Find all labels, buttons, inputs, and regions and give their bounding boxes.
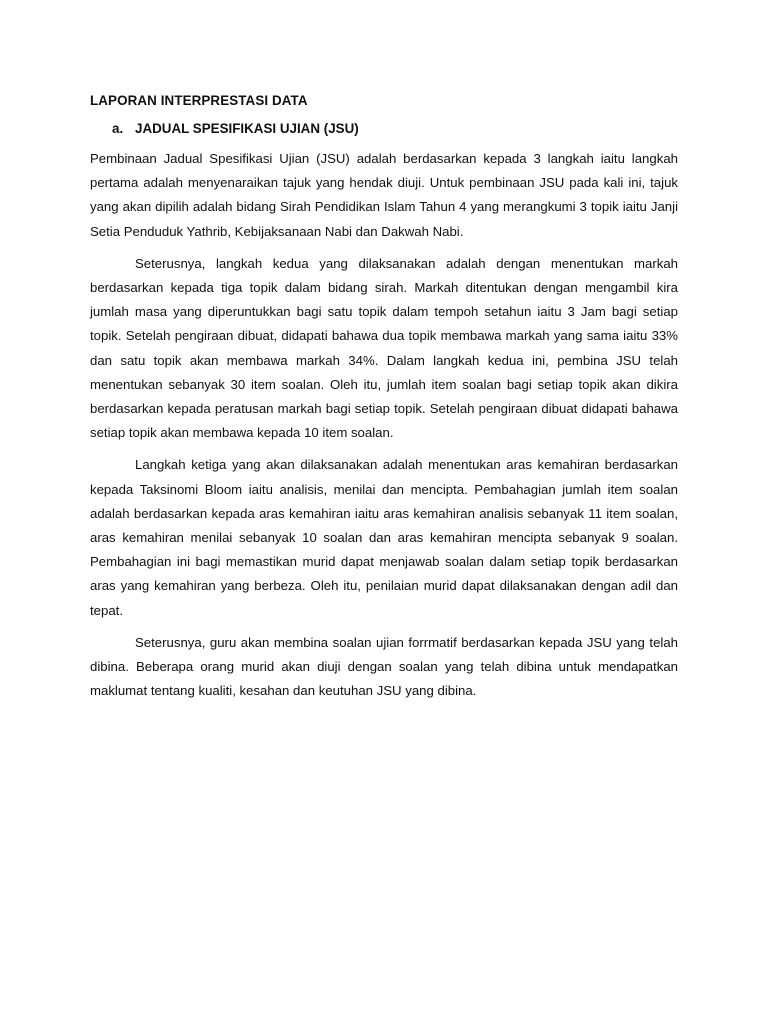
paragraph-3: Langkah ketiga yang akan dilaksanakan adalah menentukan aras kemahiran berdasarkan kepada Taksinomi Bloom iaitu analisis, menilai dan mencipta. Pembahagian jumlah item soalan adalah berdasarkan kepada aras kemahiran iaitu aras kemahiran analisis sebanyak 11 item soalan, aras kemahiran menilai sebanyak 10 soalan dan aras kemahiran mencipta sebanyak 9 soalan. Pembahagian ini bagi memastikan murid dapat menjawab soalan dalam setiap topik berdasarkan aras yang kemahiran yang berbeza. Oleh itu, penilaian murid dapat dilaksanakan dengan adil dan tepat.	[90, 457, 678, 618]
section-marker: a.	[112, 121, 124, 136]
paragraph-4: Seterusnya, guru akan membina soalan ujian forrmatif berdasarkan kepada JSU yang telah dibina. Beberapa orang murid akan diuji dengan soalan yang telah dibina untuk mendapatkan maklumat tentang kualiti, kesahan dan keutuhan JSU yang dibina.	[90, 634, 678, 699]
document-title: LAPORAN INTERPRESTASI DATA	[90, 93, 308, 108]
section-heading	[90, 120, 678, 138]
paragraph-1: Pembinaan Jadual Spesifikasi Ujian (JSU) adalah berdasarkan kepada 3 langkah iaitu langkah pertama adalah menyenaraikan tajuk yang hendak diuji. Untuk pembinaan JSU pada kali ini, tajuk yang akan dipilih adalah bidang Sirah Pendidikan Islam Tahun 4 yang merangkumi 3 topik iaitu Janji Setia Penduduk Yathrib, Kebijaksanaan Nabi dan Dakwah Nabi.	[90, 151, 678, 239]
section-heading-text: JADUAL SPESIFIKASI UJIAN (JSU)	[135, 121, 359, 136]
document-page	[90, 92, 678, 711]
paragraph-2: Seterusnya, langkah kedua yang dilaksanakan adalah dengan menentukan markah berdasarkan kepada tiga topik dalam bidang sirah. Markah ditentukan dengan mengambil kira jumlah masa yang diperuntukkan bagi satu topik dalam tempoh setahun iaitu 3 Jam bagi setiap topik. Setelah pengiraan dibuat, didapati bahawa dua topik membawa markah yang sama iaitu 33% dan satu topik akan membawa markah 34%. Dalam langkah kedua ini, pembina JSU telah menentukan sebanyak 30 item soalan. Oleh itu, jumlah item soalan bagi setiap topik akan dikira berdasarkan kepada peratusan markah bagi setiap topik. Setelah pengiraan dibuat didapati bahawa setiap topik akan membawa kepada 10 item soalan.	[90, 255, 678, 441]
